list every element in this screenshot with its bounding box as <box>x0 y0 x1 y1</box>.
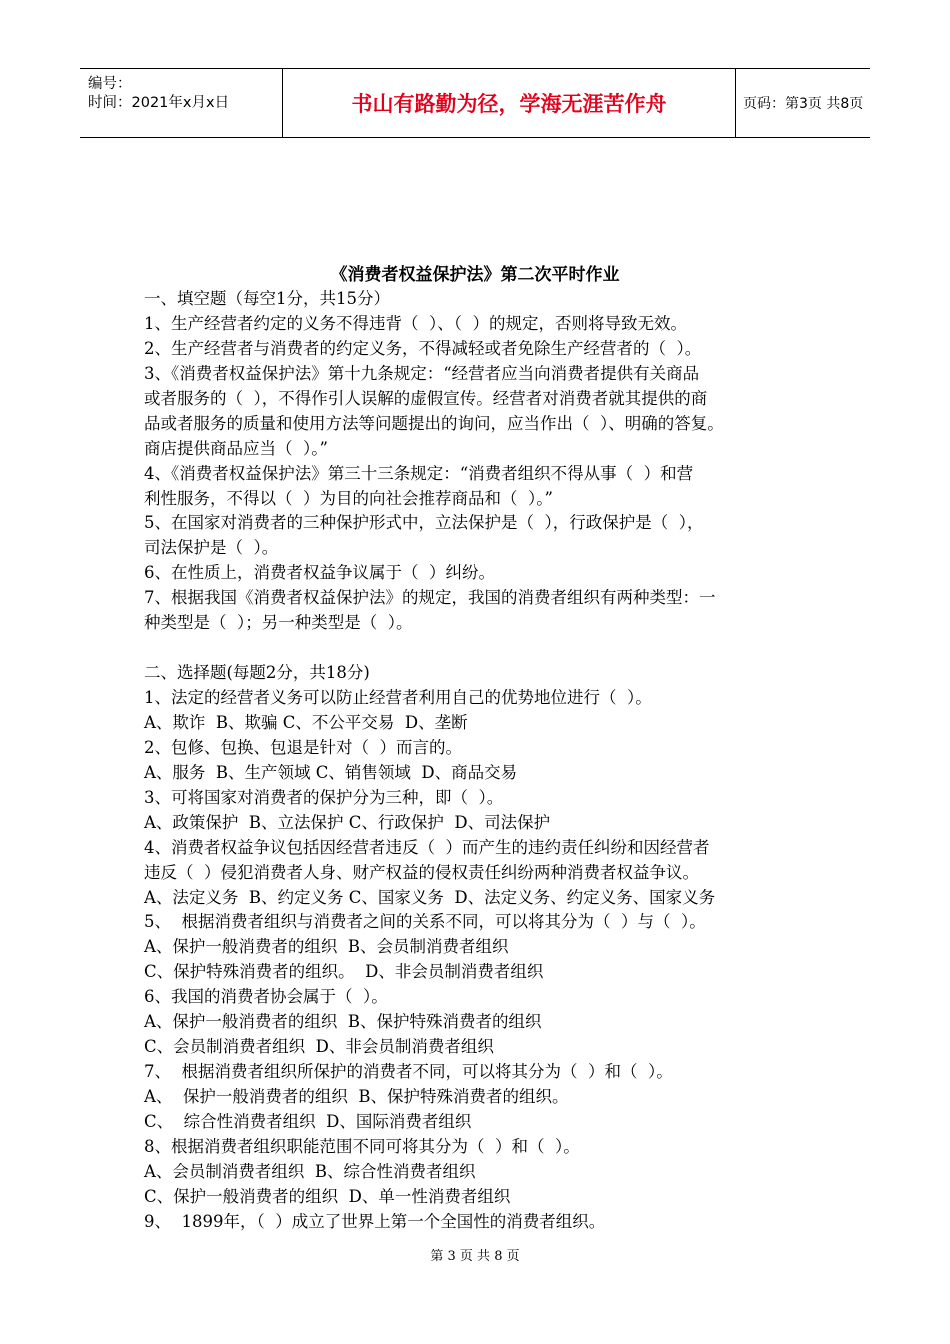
text-line: 利性服务，不得以（ ）为目的向社会推荐商品和（ ）。” <box>144 488 553 508</box>
text-line: 7、 根据消费者组织所保护的消费者不同，可以将其分为（ ）和（ ）。 <box>144 1062 673 1082</box>
text-line: 3、可将国家对消费者的保护分为三种，即（ ）。 <box>144 787 504 807</box>
text-line: 司法保护是（ ）。 <box>144 538 279 558</box>
text-line: 品或者服务的质量和使用方法等问题提出的询问，应当作出（ ）、明确的答复。 <box>144 413 724 433</box>
text-line: 4、消费者权益争议包括因经营者违反（ ）而产生的违约责任纠纷和因经营者 <box>144 837 710 857</box>
document-body <box>144 287 824 1235</box>
header-motto: 书山有路勤为径，学海无涯苦作舟 <box>283 69 736 137</box>
text-line: 9、 1899年，（ ）成立了世界上第一个全国性的消费者组织。 <box>144 1211 606 1231</box>
text-line: A、保护一般消费者的组织 B、保护特殊消费者的组织 <box>144 1012 542 1032</box>
text-line: 2、包修、包换、包退是针对（ ）而言的。 <box>144 737 462 757</box>
text-line: A、政策保护 B、立法保护 C、行政保护 D、司法保护 <box>144 812 551 832</box>
document-title: 《消费者权益保护法》第二次平时作业 <box>330 265 620 285</box>
text-line: 二、选择题(每题2分，共18分) <box>144 663 370 683</box>
text-line <box>144 636 824 661</box>
text-line: 1、生产经营者约定的义务不得违背（ ）、（ ）的规定，否则将导致无效。 <box>144 313 687 333</box>
text-line: A、会员制消费者组织 B、综合性消费者组织 <box>144 1161 476 1181</box>
text-line: A、保护一般消费者的组织 B、会员制消费者组织 <box>144 937 509 957</box>
text-line: 6、我国的消费者协会属于（ ）。 <box>144 987 388 1007</box>
text-line: 4、《消费者权益保护法》第三十三条规定：“消费者组织不得从事（ ）和营 <box>144 463 694 483</box>
text-line: C、保护一般消费者的组织 D、单一性消费者组织 <box>144 1186 511 1206</box>
text-line: 种类型是（ ）；另一种类型是（ ）。 <box>144 613 413 633</box>
text-line: A、服务 B、生产领域 C、销售领域 D、商品交易 <box>144 762 518 782</box>
text-line: 一、填空题（每空1分，共15分） <box>144 289 390 308</box>
text-line: 或者服务的（ ），不得作引人误解的虚假宣传。经营者对消费者就其提供的商 <box>144 388 708 408</box>
document-time-label: 时间：2021年x月x日 <box>88 95 230 111</box>
header-meta <box>80 69 283 137</box>
text-line: 1、法定的经营者义务可以防止经营者利用自己的优势地位进行（ ）。 <box>144 688 652 707</box>
text-line: C、 综合性消费者组织 D、国际消费者组织 <box>144 1111 472 1131</box>
text-line: C、保护特殊消费者的组织。 D、非会员制消费者组织 <box>144 962 544 982</box>
text-line: 5、在国家对消费者的三种保护形式中，立法保护是（ ），行政保护是（ ）， <box>144 513 704 533</box>
page-footer: 第 3 页 共 8 页 <box>430 1249 520 1264</box>
text-line: 6、在性质上，消费者权益争议属于（ ）纠纷。 <box>144 563 495 583</box>
text-line: 2、生产经营者与消费者的约定义务，不得减轻或者免除生产经营者的（ ）。 <box>144 338 702 358</box>
text-line: C、会员制消费者组织 D、非会员制消费者组织 <box>144 1037 494 1057</box>
text-line: 商店提供商品应当（ ）。” <box>144 438 328 458</box>
text-line: A、 保护一般消费者的组织 B、保护特殊消费者的组织。 <box>144 1087 569 1106</box>
text-line: 5、 根据消费者组织与消费者之间的关系不同，可以将其分为（ ）与（ ）。 <box>144 912 706 932</box>
document-number-label: 编号： <box>88 76 132 92</box>
text-line: 3、《消费者权益保护法》第十九条规定：“经营者应当向消费者提供有关商品 <box>144 363 700 383</box>
text-line: 7、根据我国《消费者权益保护法》的规定，我国的消费者组织有两种类型：一 <box>144 588 716 608</box>
page-header <box>80 68 870 138</box>
text-line: A、欺诈 B、欺骗 C、不公平交易 D、垄断 <box>144 712 468 732</box>
text-line: 违反（ ）侵犯消费者人身、财产权益的侵权责任纠纷两种消费者权益争议。 <box>144 862 699 882</box>
text-line: 8、根据消费者组织职能范围不同可将其分为（ ）和（ ）。 <box>144 1136 580 1156</box>
text-line: A、法定义务 B、约定义务 C、国家义务 D、法定义务、约定义务、国家义务 <box>144 887 716 907</box>
header-page-info: 页码：第3页 共8页 <box>743 96 864 112</box>
